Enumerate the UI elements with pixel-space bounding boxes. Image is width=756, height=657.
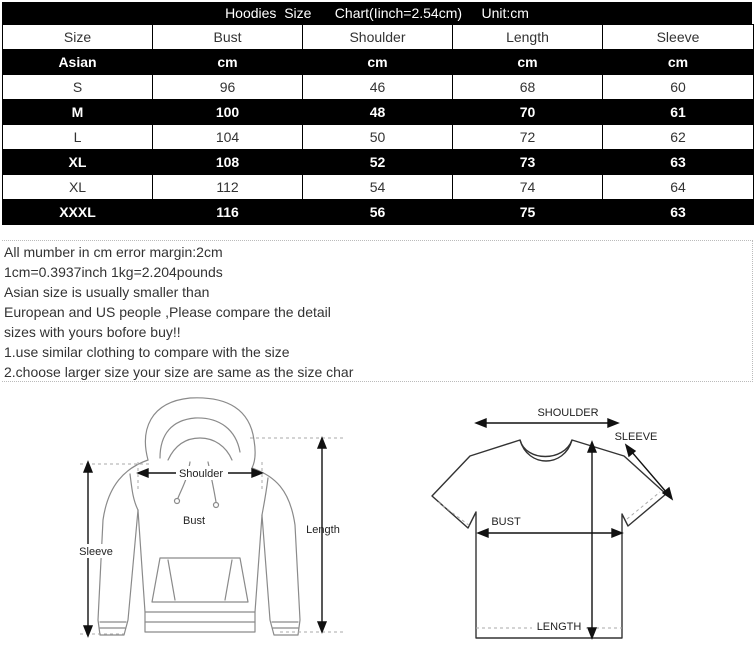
table-cell: 116 bbox=[153, 200, 303, 225]
chart-title-bar bbox=[2, 2, 752, 24]
hoodie-diagram bbox=[0, 390, 360, 655]
table-cell: 104 bbox=[153, 125, 303, 150]
table-cell: 48 bbox=[303, 100, 453, 125]
table-cell: 60 bbox=[603, 75, 754, 100]
column-header: Length bbox=[453, 25, 603, 50]
table-cell: 63 bbox=[603, 200, 754, 225]
table-cell: cm bbox=[453, 50, 603, 75]
table-cell: 73 bbox=[453, 150, 603, 175]
title-product: Hoodies bbox=[225, 5, 277, 21]
table-cell: 74 bbox=[453, 175, 603, 200]
column-header: Sleeve bbox=[603, 25, 754, 50]
table-row bbox=[3, 200, 754, 225]
hoodie-length-label: Length bbox=[306, 524, 340, 536]
table-cell: 61 bbox=[603, 100, 754, 125]
table-cell: 75 bbox=[453, 200, 603, 225]
tshirt-bust-label: BUST bbox=[491, 516, 521, 528]
column-header: Shoulder bbox=[303, 25, 453, 50]
table-cell: 50 bbox=[303, 125, 453, 150]
table-cell: 72 bbox=[453, 125, 603, 150]
table-cell: XXXL bbox=[3, 200, 153, 225]
table-cell: L bbox=[3, 125, 153, 150]
table-row bbox=[3, 175, 754, 200]
title-size: Size bbox=[284, 5, 312, 21]
table-row bbox=[3, 50, 754, 75]
table-cell: 46 bbox=[303, 75, 453, 100]
table-cell: cm bbox=[153, 50, 303, 75]
table-cell: 56 bbox=[303, 200, 453, 225]
table-header-row bbox=[3, 25, 754, 50]
table-cell: 64 bbox=[603, 175, 754, 200]
table-cell: XL bbox=[3, 175, 153, 200]
table-cell: cm bbox=[603, 50, 754, 75]
table-row bbox=[3, 150, 754, 175]
column-header: Bust bbox=[153, 25, 303, 50]
hoodie-bust-label: Bust bbox=[182, 515, 206, 527]
column-header: Size bbox=[3, 25, 153, 50]
table-row bbox=[3, 100, 754, 125]
notes-block bbox=[2, 240, 753, 382]
table-cell: 52 bbox=[303, 150, 453, 175]
table-cell: M bbox=[3, 100, 153, 125]
note-line: European and US people ,Please compare the detail bbox=[4, 304, 331, 320]
note-line: sizes with yours bofore buy!! bbox=[4, 324, 181, 340]
table-cell: S bbox=[3, 75, 153, 100]
table-cell: cm bbox=[303, 50, 453, 75]
hoodie-sleeve-label: Sleeve bbox=[79, 546, 113, 558]
title-chart: Chart(Iinch=2.54cm) bbox=[334, 5, 463, 21]
table-cell: Asian bbox=[3, 50, 153, 75]
table-cell: 108 bbox=[153, 150, 303, 175]
table-cell: 68 bbox=[453, 75, 603, 100]
tshirt-diagram bbox=[428, 390, 688, 655]
note-line: All mumber in cm error margin:2cm bbox=[4, 244, 223, 260]
title-unit: Unit:cm bbox=[481, 5, 529, 21]
table-row bbox=[3, 125, 754, 150]
note-line: 1.use similar clothing to compare with the size bbox=[4, 344, 290, 360]
table-cell: 100 bbox=[153, 100, 303, 125]
tshirt-shoulder-label: SHOULDER bbox=[537, 407, 599, 419]
tshirt-sleeve-label: SLEEVE bbox=[614, 431, 658, 443]
table-cell: 62 bbox=[603, 125, 754, 150]
size-table bbox=[2, 24, 754, 225]
table-cell: 54 bbox=[303, 175, 453, 200]
table-cell: 112 bbox=[153, 175, 303, 200]
table-cell: 63 bbox=[603, 150, 754, 175]
note-line: 1cm=0.3937inch 1kg=2.204pounds bbox=[4, 264, 223, 280]
note-line: 2.choose larger size your size are same as the size char bbox=[4, 364, 354, 380]
note-line: Asian size is usually smaller than bbox=[4, 284, 210, 300]
hoodie-shoulder-label: Shoulder bbox=[178, 468, 224, 480]
tshirt-length-label: LENGTH bbox=[536, 621, 582, 633]
table-cell: 96 bbox=[153, 75, 303, 100]
table-cell: XL bbox=[3, 150, 153, 175]
table-cell: 70 bbox=[453, 100, 603, 125]
table-row bbox=[3, 75, 754, 100]
